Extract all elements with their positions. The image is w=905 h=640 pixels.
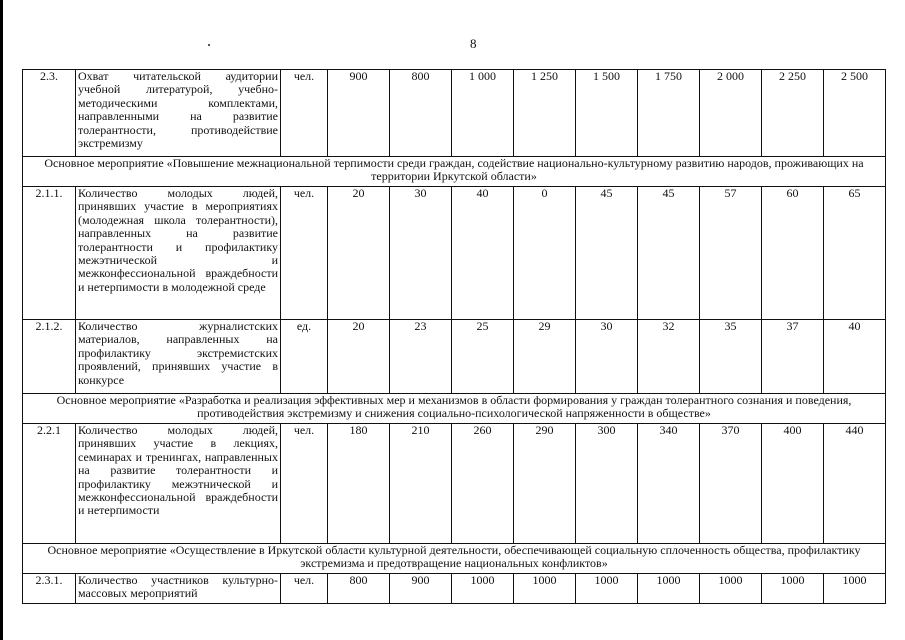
value-cell: 23 [390,320,452,394]
section-title: Основное мероприятие «Разработка и реализация эффективных мер и механизмов в области формирования у граждан толерантного сознания и поведения, противодействия экстремизму и снижения социально-психологической напряженности в обществе» [23,394,886,424]
value-cell: 1 500 [576,70,638,157]
value-cell: 800 [328,574,390,604]
section-title: Основное мероприятие «Повышение межнациональной терпимости среди граждан, содействие национально-культурному развитию народов, проживающих на территории Иркутской области» [23,157,886,187]
table-row [23,424,886,544]
row-code: 2.1.2. [23,320,76,394]
value-cell: 2 500 [824,70,886,157]
row-code: 2.2.1 [23,424,76,544]
value-cell: 32 [638,320,700,394]
value-cell: 2 250 [762,70,824,157]
row-description: Количество молодых людей, принявших участие в мероприятиях (молодежная школа толерантности), направленных на развитие толерантности и профилактику межэтнической и межконфессиональной враждебности и нетерпимости в молодежной среде [76,187,281,320]
value-cell: 37 [762,320,824,394]
indicators-table [22,69,886,604]
row-code: 2.1.1. [23,187,76,320]
row-description: Охват читательской аудитории учебной литературой, учебно-методическими комплектами, направленными на развитие толерантности, противодействие экстремизму [76,70,281,157]
row-description: Количество участников культурно-массовых мероприятий [76,574,281,604]
row-code: 2.3.1. [23,574,76,604]
value-cell: 290 [514,424,576,544]
value-cell: 1 750 [638,70,700,157]
row-code: 2.3. [23,70,76,157]
section-title: Основное мероприятие «Осуществление в Иркутской области культурной деятельности, обеспечивающей социальную сплоченность общества, профилактику экстремизма и предотвращение национальных конфликтов» [23,544,886,574]
value-cell: 1 000 [452,70,514,157]
value-cell: 57 [700,187,762,320]
value-cell: 40 [824,320,886,394]
value-cell: 35 [700,320,762,394]
value-cell: 29 [514,320,576,394]
row-unit: чел. [281,187,328,320]
value-cell: 370 [700,424,762,544]
row-unit: чел. [281,424,328,544]
value-cell: 260 [452,424,514,544]
value-cell: 20 [328,320,390,394]
row-unit: чел. [281,70,328,157]
value-cell: 180 [328,424,390,544]
table-row [23,574,886,604]
value-cell: 1000 [576,574,638,604]
row-description: Количество журналистских материалов, направленных на профилактику экстремистских проявлений, принявших участие в конкурсе [76,320,281,394]
value-cell: 1000 [824,574,886,604]
value-cell: 40 [452,187,514,320]
scan-left-edge [0,0,3,640]
value-cell: 30 [576,320,638,394]
value-cell: 800 [390,70,452,157]
value-cell: 45 [638,187,700,320]
scan-speck [208,44,210,46]
table-row [23,187,886,320]
row-unit: ед. [281,320,328,394]
value-cell: 340 [638,424,700,544]
value-cell: 1000 [762,574,824,604]
row-description: Количество молодых людей, принявших участие в лекциях, семинарах и тренингах, направленных на развитие толерантности и профилактику межэтнической и межконфессиональной враждебности и нетерпимости [76,424,281,544]
table-row [23,70,886,157]
value-cell: 900 [390,574,452,604]
value-cell: 0 [514,187,576,320]
value-cell: 1000 [700,574,762,604]
value-cell: 440 [824,424,886,544]
row-unit: чел. [281,574,328,604]
value-cell: 25 [452,320,514,394]
section-row [23,394,886,424]
value-cell: 900 [328,70,390,157]
value-cell: 20 [328,187,390,320]
value-cell: 30 [390,187,452,320]
value-cell: 1000 [452,574,514,604]
page-number: 8 [470,36,477,51]
section-row [23,157,886,187]
section-row [23,544,886,574]
value-cell: 300 [576,424,638,544]
value-cell: 1000 [514,574,576,604]
table-row [23,320,886,394]
value-cell: 400 [762,424,824,544]
value-cell: 1 250 [514,70,576,157]
value-cell: 1000 [638,574,700,604]
value-cell: 2 000 [700,70,762,157]
value-cell: 210 [390,424,452,544]
value-cell: 45 [576,187,638,320]
value-cell: 65 [824,187,886,320]
value-cell: 60 [762,187,824,320]
